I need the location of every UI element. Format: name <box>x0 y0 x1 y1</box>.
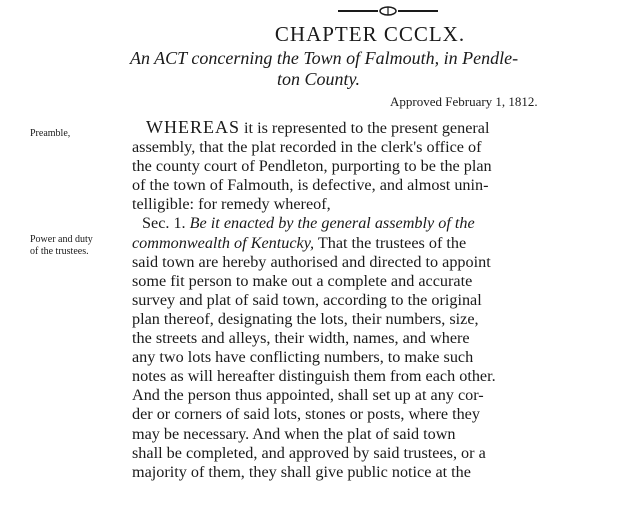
margin-note-power <box>30 234 93 258</box>
margin-note-power-line-1: Power and duty <box>30 234 93 245</box>
section-1-line-14: majority of them, they shall give public notice at the <box>132 462 471 481</box>
section-1-line-3: said town are hereby authorised and directed to appoint <box>132 252 491 271</box>
preamble-lead-word: WHEREAS <box>146 117 240 137</box>
act-title <box>112 48 612 90</box>
margin-note-preamble: Preamble, <box>30 128 71 139</box>
enacting-clause-1: Be it enacted by the general assembly of the <box>185 214 475 233</box>
section-1-line-8: any two lots have conflicting numbers, to make such <box>132 348 474 367</box>
section-1-line-1 <box>132 214 604 233</box>
preamble-line-1-rest: it is represented to the present general <box>240 119 490 137</box>
section-1-line-2-rest: That the trustees of the <box>314 233 467 252</box>
preamble-line-4: of the town of Falmouth, is defective, and almost unin- <box>132 176 489 195</box>
section-1-line-6: plan thereof, designating the lots, their numbers, size, <box>132 309 479 328</box>
act-title-line-1: An ACT concerning the Town of Falmouth, in Pendle- <box>130 48 519 68</box>
preamble-line-3: the county court of Pendleton, purporting to be the plan <box>132 157 492 176</box>
section-1-line-12: may be necessary. And when the plat of said town <box>132 424 456 443</box>
section-1-line-2 <box>132 234 604 253</box>
approved-date: Approved February 1, 1812. <box>390 94 538 109</box>
section-1-line-13: shall be completed, and approved by said trustees, or a <box>132 443 486 462</box>
preamble-line-1 <box>132 118 604 138</box>
chapter-heading: CHAPTER CCCLX. <box>274 22 466 46</box>
section-1-line-5: survey and plat of said town, according to the original <box>132 290 482 309</box>
section-label: Sec. 1. <box>142 214 186 233</box>
act-title-line-2: ton County. <box>277 69 361 89</box>
preamble-line-5: telligible: for remedy whereof, <box>132 195 331 214</box>
act-body <box>132 118 604 482</box>
preamble-line-2: assembly, that the plat recorded in the clerk's office of <box>132 138 482 157</box>
section-1-line-7: the streets and alleys, their width, names, and where <box>132 329 470 348</box>
section-1-line-10: And the person thus appointed, shall set up at any cor- <box>132 386 484 405</box>
section-1-line-11: der or corners of said lots, stones or posts, where they <box>132 405 480 424</box>
ornament-divider-icon <box>338 6 438 16</box>
margin-note-power-line-2: of the trustees. <box>30 246 89 257</box>
section-1-line-9: notes as will hereafter distinguish them from each other. <box>132 367 496 386</box>
section-1-line-4: some fit person to make out a complete and accurate <box>132 271 473 290</box>
enacting-clause-2: commonwealth of Kentucky, <box>132 233 315 252</box>
